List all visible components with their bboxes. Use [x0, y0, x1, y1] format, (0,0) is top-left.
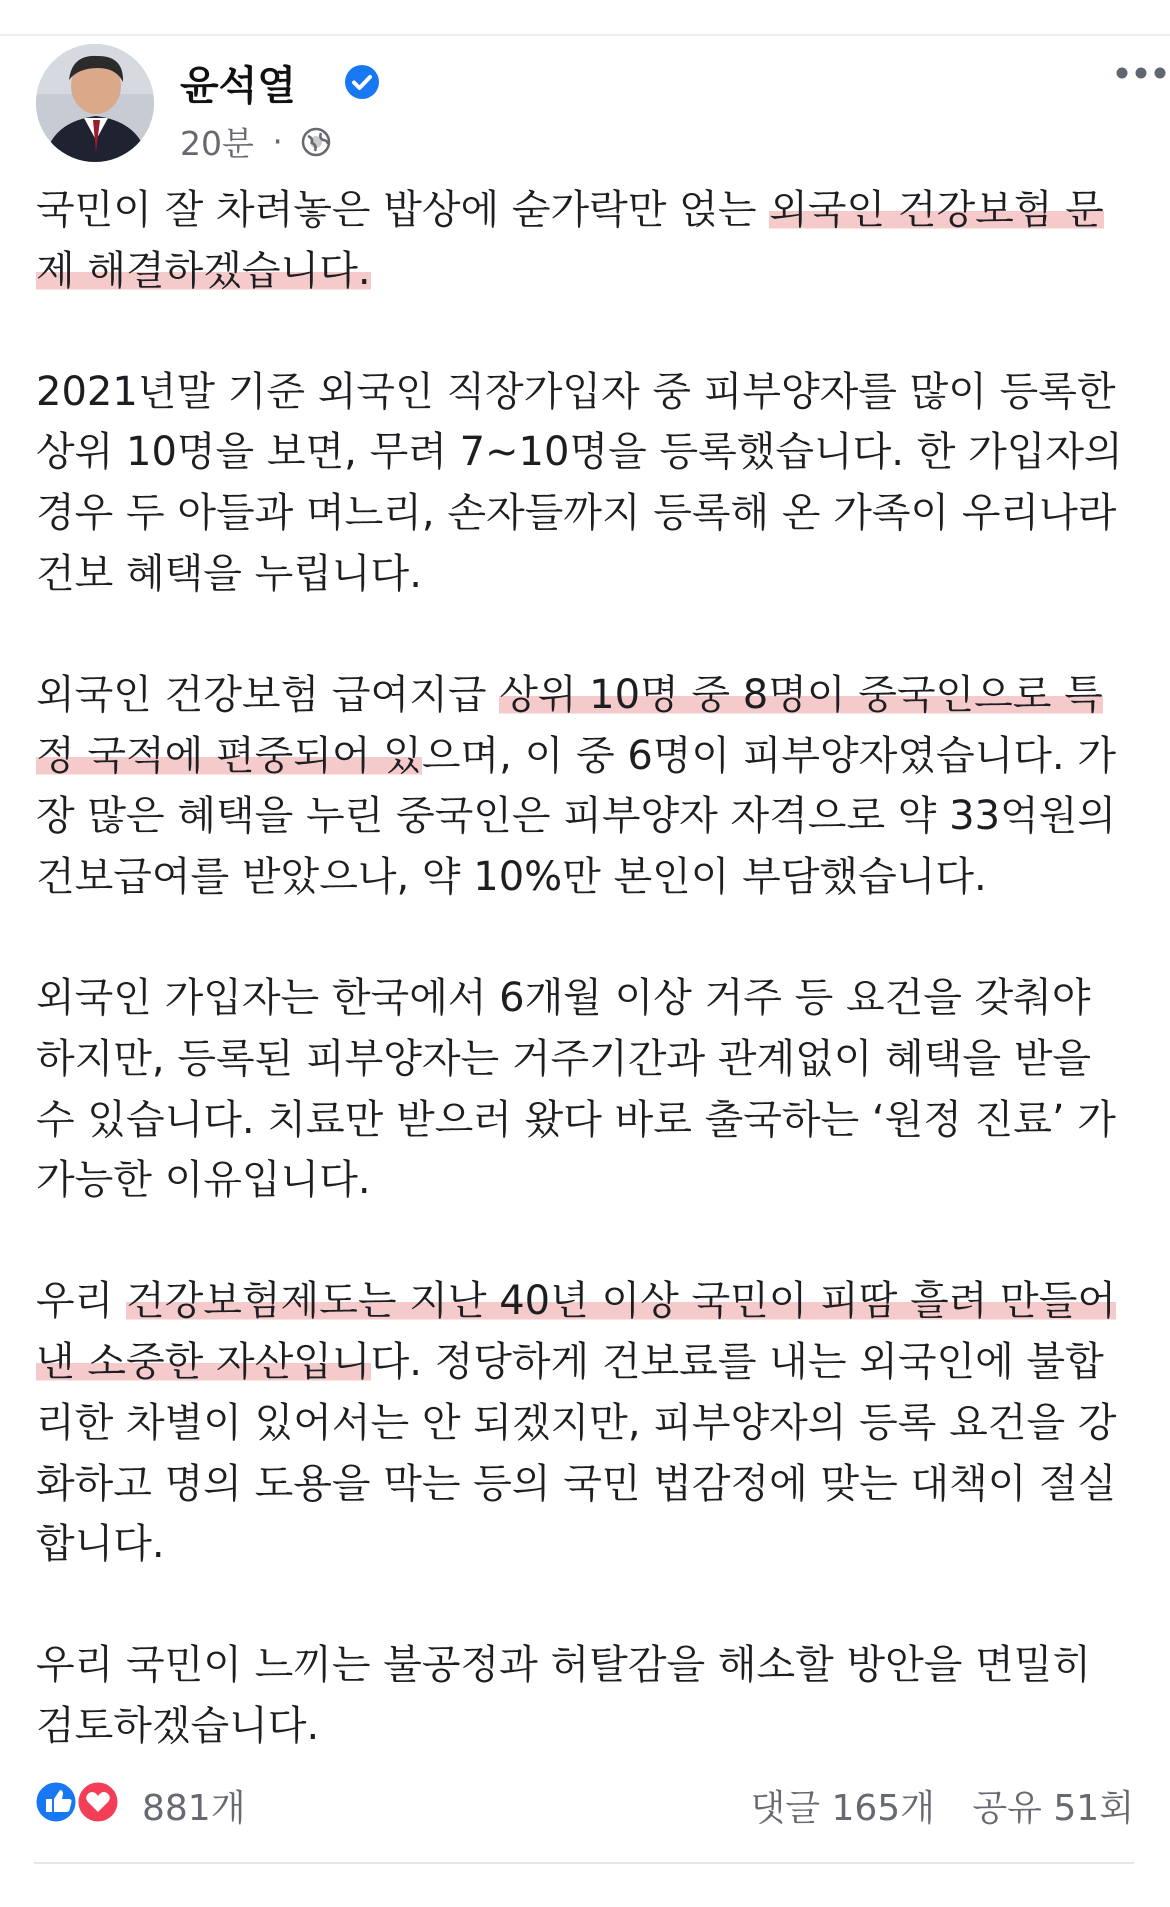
post-footer [34, 1770, 1134, 1830]
paragraph-text: 국민이 잘 차려놓은 밥상에 숟가락만 얹는 [36, 187, 770, 233]
post-paragraph [36, 1271, 1136, 1575]
paragraph-text: 우리 [36, 1278, 126, 1325]
post-paragraph [36, 665, 1136, 908]
post-paragraph [36, 1635, 1136, 1757]
more-options-icon[interactable] [1114, 58, 1168, 88]
post-header [34, 44, 1134, 169]
like-reaction-icon [35, 1781, 77, 1823]
post-text [36, 180, 1136, 1817]
post-meta [180, 118, 333, 165]
avatar-portrait [36, 44, 154, 162]
post-time[interactable]: 20분 [180, 124, 254, 163]
globe-icon [299, 125, 333, 159]
author-name[interactable]: 윤석열 [180, 63, 296, 109]
paragraph-text: 다. 정당하게 건보료를 내는 외국인에 불합리한 차별이 있어서는 안 되겠지만, 피부양자의 등록 요건을 강화하고 명의 도용을 막는 등의 국민 법감정에 맞는 대책이 절실합니다. [36, 1338, 1117, 1568]
reaction-count[interactable]: 881개 [142, 1788, 246, 1829]
highlighted-text: 상위 10명 중 8명이 중국인으로 특정 국적에 편중되어 있 [36, 671, 1103, 779]
bottom-divider [34, 1862, 1134, 1864]
shares-count[interactable]: 공유 51회 [972, 1788, 1134, 1829]
avatar[interactable] [36, 44, 154, 162]
paragraph-text: 으며, 이 중 6명이 피부양자였습니다. 가장 많은 혜택을 누린 중국인은 피부양자 자격으로 약 33억원의 건보급여를 받았으나, 약 10%만 본인이 부담했습니다. [36, 732, 1116, 901]
meta-separator: · [272, 122, 283, 161]
paragraph-text: 외국인 가입자는 한국에서 6개월 이상 거주 등 요건을 갖춰야 하지만, 등록된 피부양자는 거주기간과 관계없이 혜택을 받을 수 있습니다. 치료만 받으러 왔다 바로 출국하는 ‘원정 진료’ 가 가능한 이유입니다. [36, 974, 1116, 1204]
reaction-icons[interactable] [34, 1778, 126, 1826]
post-paragraph [36, 180, 1136, 302]
post-paragraph [36, 968, 1136, 1211]
engagement-stats [724, 1780, 1134, 1831]
top-divider [0, 34, 1170, 36]
paragraph-text: 2021년말 기준 외국인 직장가입자 중 피부양자를 많이 등록한 상위 10명을 보면, 무려 7~10명을 등록했습니다. 한 가입자의 경우 두 아들과 며느리, 손자들까지 등록해 온 가족이 우리나라 건보 혜택을 누립니다. [36, 368, 1123, 597]
comments-count[interactable]: 댓글 165개 [750, 1788, 935, 1829]
love-reaction-icon [77, 1781, 119, 1823]
highlighted-text: 외국인 건강보험 문제 해결하겠습니다. [36, 187, 1104, 294]
highlighted-text: 건강보험제도는 지난 40년 이상 국민이 피땀 흘려 만들어낸 소중한 자산입니 [36, 1278, 1116, 1385]
post-paragraph [36, 362, 1136, 605]
paragraph-text: 외국인 건강보험 급여지급 [36, 671, 500, 718]
verified-badge-icon [344, 64, 380, 100]
paragraph-text: 우리 국민이 느끼는 불공정과 허탈감을 해소할 방안을 면밀히 검토하겠습니다. [36, 1642, 1092, 1749]
